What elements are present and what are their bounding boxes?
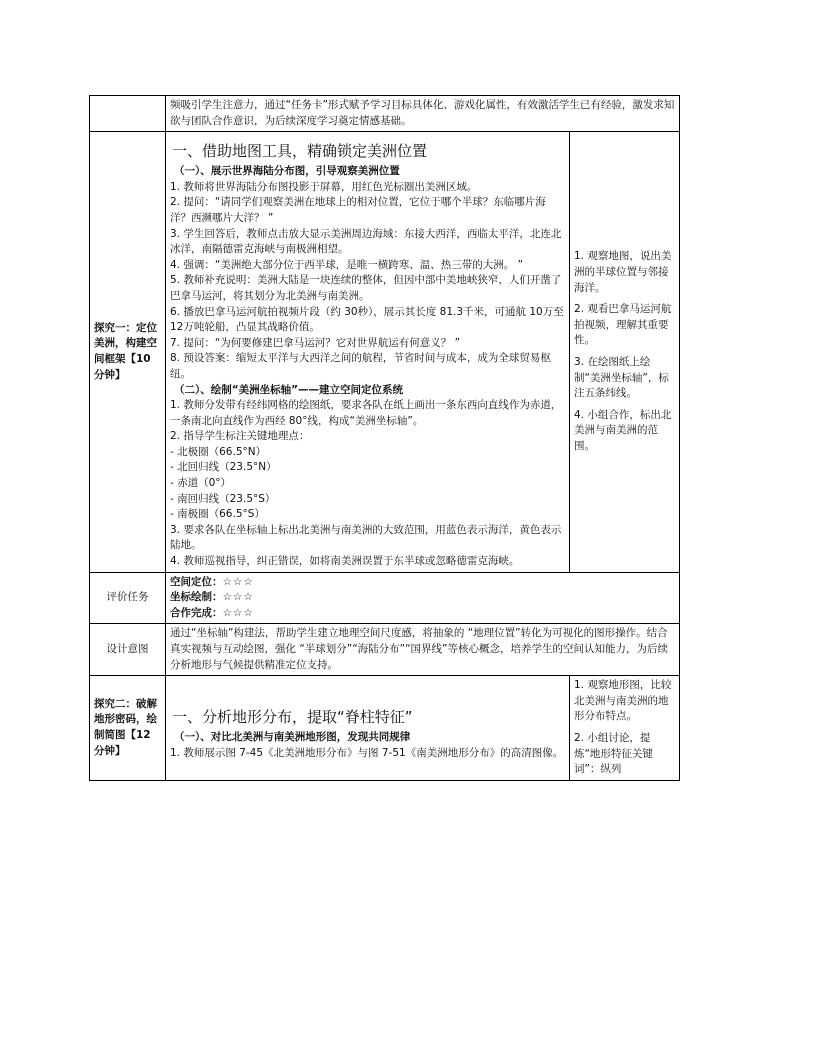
explore2-steps1 (170, 746, 565, 762)
eval-label: 评价任务 (90, 572, 166, 624)
list-item: 4. 强调：“美洲绝大部分位于西半球，是唯一横跨寒、温、热三带的大洲。 ” (170, 258, 524, 271)
list-item: 2. 指导学生标注关键地理点： (170, 430, 310, 443)
eval-row (90, 572, 680, 624)
list-item: 3. 要求各队在坐标轴上标出北美洲与南美洲的大致范围，用蓝色表示海洋，黄色表示陆地。 (170, 523, 562, 552)
list-item: - 赤道（0°） (170, 477, 232, 490)
list-item: 1. 观察地形图，比较北美洲与南美洲的地形分布特点。 (573, 679, 672, 723)
explore1-student-activities (569, 132, 679, 572)
list-item: 5. 教师补充说明：美洲大陆是一块连续的整体，但因中部中美地峡狭窄，人们开凿了巴拿马运河，将其划分为北美洲与南美洲。 (170, 274, 562, 302)
design-row (90, 624, 680, 676)
list-item: 1. 教师展示图 7-45《北美洲地形分布》与图 7-51《南美洲地形分布》的高清图像。 (170, 746, 564, 759)
explore2-content (166, 676, 570, 781)
list-item: 2. 小组讨论，提炼“地形特征关键词”：纵列 (573, 731, 653, 776)
list-item: 1. 观察地图，说出美洲的半球位置与邻接海洋。 (573, 250, 672, 294)
intro-label-cell (90, 96, 166, 132)
explore2-label: 探究二：破解地形密码，绘制简图【12分钟】 (90, 676, 166, 781)
explore2-sub1: （一）、对比北美洲与南美洲地形图，发现共同规律 (174, 731, 411, 744)
explore1-steps1 (170, 180, 565, 383)
list-item: - 北极圈（66.5°N） (170, 445, 267, 458)
intro-row (90, 96, 680, 132)
list-item: - 北回归线（23.5°N） (170, 461, 277, 474)
list-item: - 南极圈（66.5°S） (170, 508, 265, 521)
list-item: 8. 预设答案：缩短太平洋与大西洋之间的航程，节省时间与成本，成为全球贸易枢纽。 (170, 352, 551, 380)
list-item: 1. 教师分发带有经纬网格的绘图纸，要求各队在纸上画出一条东西向直线作为赤道，一条南北向直线作为西经 80°线，构成“美洲坐标轴”。 (170, 399, 562, 427)
explore1-label: 探究一：定位美洲，构建空间框架【10分钟】 (90, 132, 166, 572)
eval-item-name: 空间定位： (170, 575, 223, 588)
design-label: 设计意图 (90, 624, 166, 676)
list-item: 4. 教师巡视指导，纠正错误，如将南美洲误置于东半球或忽略德雷克海峡。 (170, 555, 520, 568)
student-activity-list (574, 249, 675, 454)
list-item: 2. 提问：“请同学们观察美洲在地球上的相对位置，它位于哪个半球？东临哪片海洋？西濒哪片大洋？ ” (170, 196, 546, 224)
star-rating: ☆☆☆ (222, 591, 254, 604)
eval-item (170, 606, 675, 622)
design-text: 通过“坐标轴”构建法，帮助学生建立地理空间尺度感，将抽象的 “地理位置”转化为可视化的图形操作。结合真实视频与互动绘图，强化 “半球划分”“海陆分布”“国界线”等核心概念，培养学生的空间认知能力，为后续分析地形与气候提供精准定位支持。 (166, 624, 680, 676)
star-rating: ☆☆☆ (222, 606, 254, 619)
eval-item (170, 575, 675, 591)
list-item: - 南回归线（23.5°S） (170, 492, 276, 505)
eval-item (170, 590, 675, 606)
explore1-sub2: （二）、绘制“美洲坐标轴”——建立空间定位系统 (174, 383, 404, 396)
intro-text: 频吸引学生注意力，通过“任务卡”形式赋予学习目标具体化、游戏化属性，有效激活学生已有经验，激发求知欲与团队合作意识，为后续深度学习奠定情感基础。 (166, 96, 680, 132)
explore2-row (90, 676, 680, 781)
list-item: 6. 播放巴拿马运河航拍视频片段（约 30秒），展示其长度 81.3千米，可通航 10万至 12万吨轮船，凸显其战略价值。 (170, 305, 564, 334)
eval-items (166, 572, 680, 624)
explore2-student-activities (569, 676, 679, 781)
list-item: 4. 小组合作，标出北美洲与南美洲的范围。 (573, 408, 672, 452)
list-item: 1. 教师将世界海陆分布图投影于屏幕，用红色光标圈出美洲区域。 (170, 180, 478, 193)
list-item: 3. 学生回答后，教师点击放大显示美洲周边海域：东接大西洋，西临太平洋，北连北冰洋，南隔德雷克海峡与南极洲相望。 (170, 227, 562, 256)
explore1-sub1: （一）、展示世界海陆分布图，引导观察美洲位置 (174, 165, 400, 178)
lesson-plan-table (89, 95, 680, 781)
list-item: 2. 观看巴拿马运河航拍视频，理解其重要性。 (573, 303, 672, 347)
eval-item-name: 坐标绘制： (170, 591, 223, 604)
list-item: 3. 在绘图纸上绘制“美洲坐标轴”，标注五条纬线。 (573, 355, 669, 400)
explore2-heading: 一、分析地形分布，提取“脊柱特征” (172, 708, 413, 727)
list-item: 7. 提问：“为何要修建巴拿马运河？它对世界航运有何意义？ ” (170, 336, 461, 349)
explore1-steps2 (170, 398, 565, 570)
star-rating: ☆☆☆ (222, 575, 254, 588)
explore1-content (166, 132, 570, 572)
student-activity-list (574, 678, 675, 778)
explore1-row (90, 132, 680, 572)
eval-item-name: 合作完成： (170, 606, 223, 619)
explore1-heading: 一、借助地图工具，精确锁定美洲位置 (172, 142, 428, 161)
